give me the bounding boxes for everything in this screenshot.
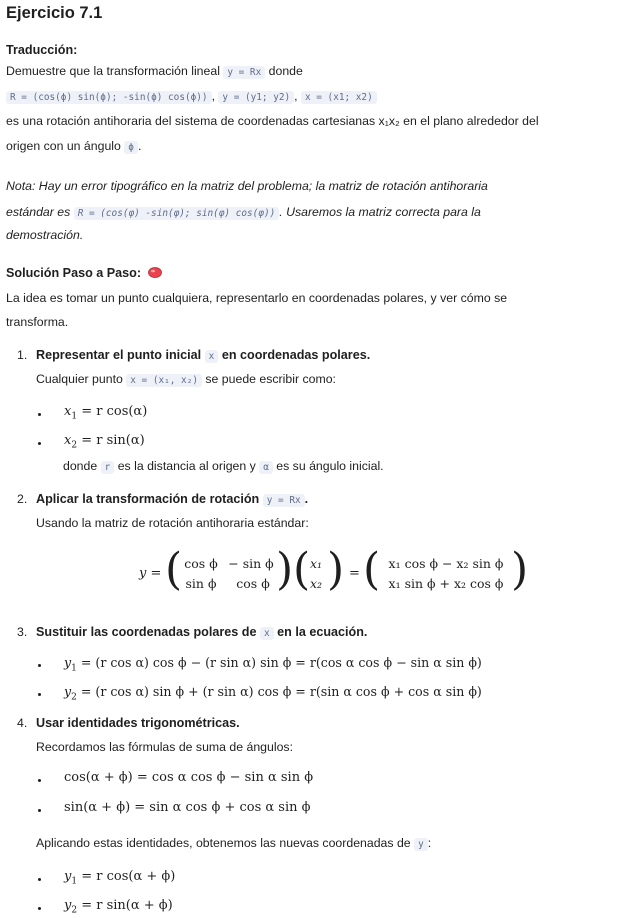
- paren-right: ): [276, 544, 294, 595]
- text: se puede escribir como:: [205, 372, 336, 386]
- step-4-bullet-2: sin(α + ϕ) = sin α cos ϕ + cos α sin ϕ: [64, 800, 311, 815]
- text: es la distancia al origen y: [117, 459, 256, 473]
- bullet: [38, 442, 41, 445]
- rotation-equation: [139, 544, 529, 600]
- matrix-cell: − sin ϕ: [228, 556, 274, 571]
- step-number: 2.: [17, 492, 28, 506]
- matrix-cell: sin ϕ: [185, 576, 217, 591]
- step-number: 4.: [17, 716, 28, 730]
- text: donde: [268, 64, 303, 78]
- solution-intro-1: La idea es tomar un punto cualquiera, representarlo en coordenadas polares, y ver cómo se: [6, 291, 508, 305]
- paren-left: (: [363, 544, 381, 595]
- translation-heading: Traducción:: [6, 43, 78, 57]
- step-1-after: [63, 459, 384, 475]
- inline-code: y = (y1; y2): [218, 91, 294, 104]
- paren-left: (: [165, 544, 183, 595]
- note-line-1: Nota: Hay un error tipográfico en la matriz del problema; la matriz de rotación antihoraria: [6, 179, 488, 193]
- paren-right: ): [327, 544, 345, 595]
- inline-code: x = (x1; x2): [301, 91, 377, 104]
- inline-code: ϕ: [124, 141, 138, 154]
- math-sub: 2: [71, 440, 78, 451]
- text: .: [304, 492, 309, 506]
- solution-heading: [6, 266, 162, 280]
- math-var: y: [64, 898, 72, 913]
- text: Representar el punto inicial: [36, 348, 202, 362]
- text: en coordenadas polares.: [221, 348, 371, 362]
- text: ,: [294, 89, 298, 103]
- step-number: 3.: [17, 625, 28, 639]
- text: donde: [63, 459, 98, 473]
- math-sub: 2: [71, 692, 77, 703]
- step-2-title: [36, 492, 308, 506]
- translation-line-4: [6, 139, 141, 155]
- solution-heading-text: Solución Paso a Paso:: [6, 266, 142, 280]
- text: .: [137, 139, 142, 153]
- inline-code: R = (cos(ϕ) sin(ϕ); -sin(ϕ) cos(ϕ)): [6, 91, 212, 104]
- text: es su ángulo inicial.: [276, 459, 384, 473]
- math-var: x: [64, 404, 72, 419]
- translation-line-1: [6, 64, 303, 80]
- text: Cualquier punto: [36, 372, 123, 386]
- math-sub: 1: [71, 876, 78, 887]
- math-sub: 2: [71, 905, 78, 916]
- math-var: y: [64, 684, 72, 699]
- matrix-cell: cos ϕ: [184, 556, 218, 571]
- math-sub: 1: [71, 411, 78, 422]
- math-expr: = r sin(α): [77, 433, 145, 448]
- vector-cell: x₂: [309, 576, 323, 591]
- note-line-2: [6, 205, 481, 221]
- math-expr: = (r cos α) cos ϕ − (r sin α) sin ϕ = r(cos α cos ϕ − sin α sin ϕ): [76, 655, 482, 670]
- translation-line-2: [6, 89, 377, 105]
- step-3-bullet-1: [64, 655, 482, 674]
- text: Aplicar la transformación de rotación: [36, 492, 260, 506]
- inline-code: α: [259, 461, 273, 474]
- inline-code: x: [205, 350, 219, 363]
- eq-lhs: y =: [139, 566, 162, 581]
- solution-intro-2: transforma.: [6, 315, 69, 329]
- step-4-final-bullet-2: [64, 898, 173, 916]
- text: :: [427, 836, 432, 850]
- inline-code: r: [101, 461, 115, 474]
- math-var: y: [64, 655, 72, 670]
- math-var: y: [64, 869, 72, 884]
- bullet: [38, 809, 41, 812]
- bullet: [38, 664, 41, 667]
- math-expr: = r sin(α + ϕ): [77, 898, 173, 913]
- text: Aplicando estas identidades, obtenemos las nuevas coordenadas de: [36, 836, 411, 850]
- math-expr: = r cos(α): [77, 404, 148, 419]
- inline-code: R = (cos(φ) -sin(φ); sin(φ) cos(φ)): [74, 207, 280, 220]
- note-line-3: demostración.: [6, 228, 84, 242]
- text: en la ecuación.: [277, 625, 368, 639]
- step-1-bullet-1: [64, 404, 147, 422]
- math-var: x: [64, 433, 72, 448]
- math-sub: 1: [71, 663, 77, 674]
- math-expr: = r cos(α + ϕ): [77, 869, 176, 884]
- step-number: 1.: [17, 348, 28, 362]
- vector-cell: x₁: [309, 556, 323, 571]
- text: estándar es: [6, 205, 71, 219]
- step-3-bullet-2: [64, 684, 482, 703]
- paren-right: ): [511, 544, 529, 595]
- bullet: [38, 413, 41, 416]
- step-1-desc: [36, 372, 336, 388]
- step-4-after: [36, 836, 431, 852]
- bullet: [38, 693, 41, 696]
- step-4-bullet-1: cos(α + ϕ) = cos α cos ϕ − sin α sin ϕ: [64, 770, 314, 785]
- step-1-title: [36, 348, 370, 362]
- page-title: Ejercicio 7.1: [6, 4, 103, 22]
- matrix-cell: cos ϕ: [236, 576, 270, 591]
- inline-code: y = Rx: [263, 494, 305, 507]
- math-expr: = (r cos α) sin ϕ + (r sin α) cos ϕ = r(sin α cos ϕ + cos α sin ϕ): [76, 684, 482, 699]
- step-4-title: Usar identidades trigonométricas.: [36, 716, 240, 730]
- text: Demuestre que la transformación lineal: [6, 64, 220, 78]
- step-4-desc: Recordamos las fórmulas de suma de ángulos:: [36, 740, 293, 754]
- inline-code: x: [260, 627, 274, 640]
- eq-equals: =: [349, 566, 360, 581]
- bullet: [38, 878, 41, 881]
- text: . Usaremos la matriz correcta para la: [279, 205, 481, 219]
- bullet: [38, 779, 41, 782]
- text: origen con un ángulo: [6, 139, 121, 153]
- step-1-bullet-2: [64, 433, 145, 451]
- text: ,: [211, 89, 215, 103]
- step-2-desc: Usando la matriz de rotación antihoraria estándar:: [36, 516, 309, 530]
- inline-code: y: [414, 838, 428, 851]
- result-cell: x₁ sin ϕ + x₂ cos ϕ: [388, 576, 504, 591]
- inline-code: y = Rx: [223, 66, 265, 79]
- bullet: [38, 907, 41, 910]
- inline-code: x = (x₁, x₂): [126, 374, 202, 387]
- result-cell: x₁ cos ϕ − x₂ sin ϕ: [388, 556, 504, 571]
- paren-left: (: [293, 544, 311, 595]
- red-blob-icon: [148, 267, 162, 278]
- step-3-title: [36, 625, 367, 639]
- text: Sustituir las coordenadas polares de: [36, 625, 257, 639]
- step-4-final-bullet-1: [64, 869, 175, 887]
- translation-line-3: es una rotación antihoraria del sistema de coordenadas cartesianas x₁x₂ en el plano alrededor del: [6, 114, 539, 128]
